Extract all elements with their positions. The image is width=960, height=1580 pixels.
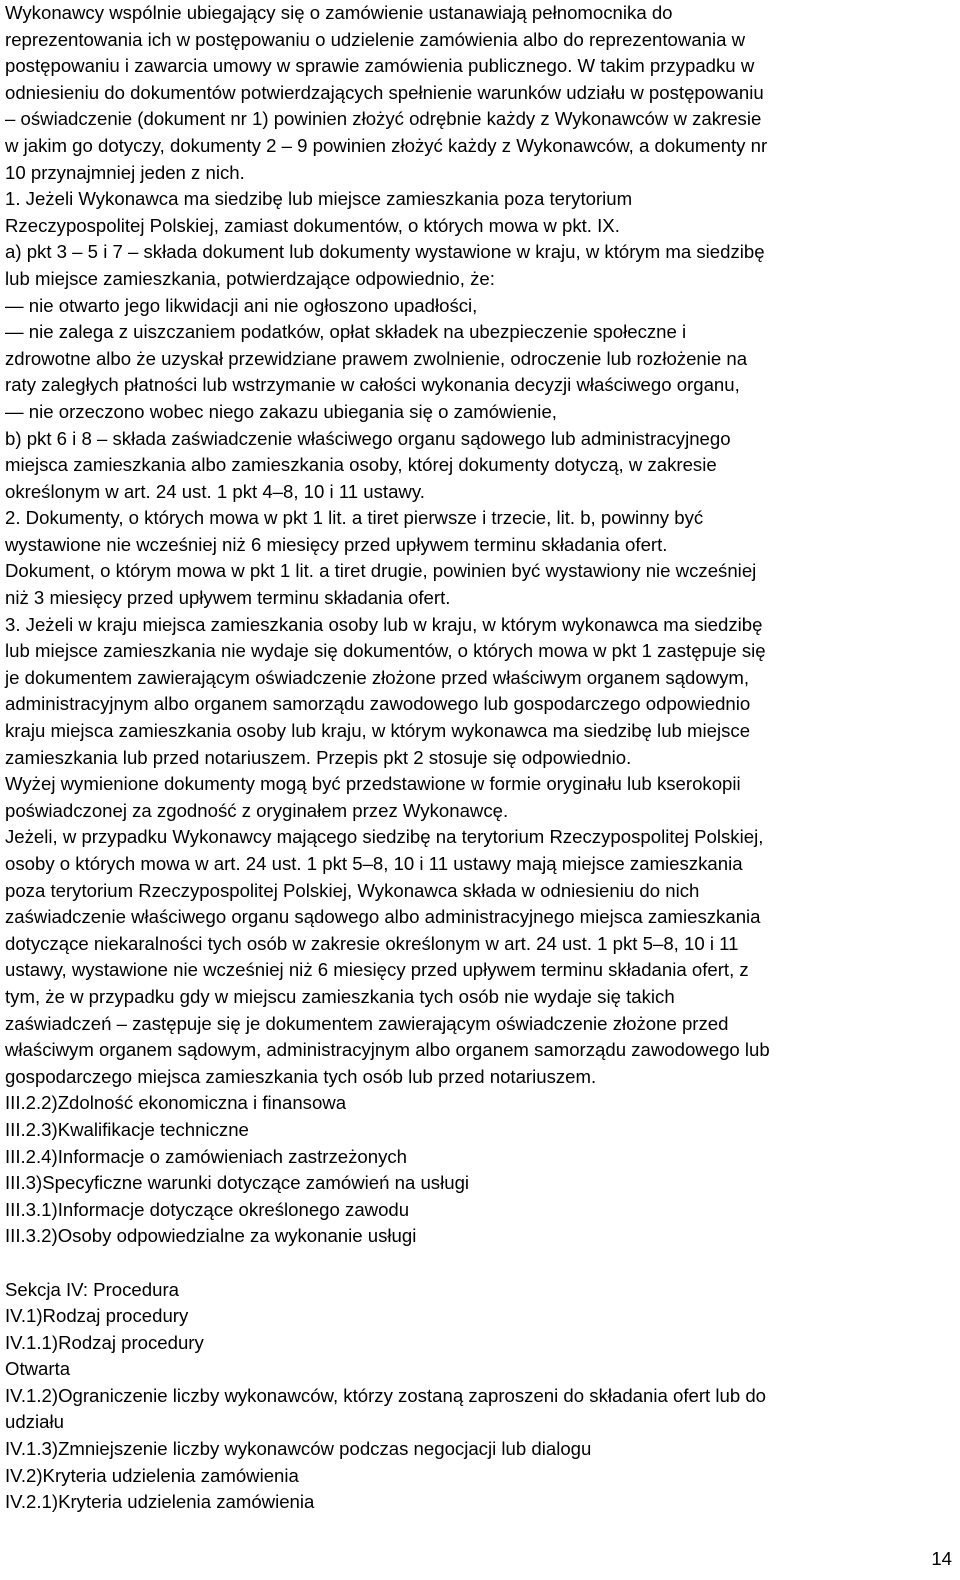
text-line: 10 przynajmniej jeden z nich. [5, 161, 245, 183]
section-heading: III.3.1)Informacje dotyczące określonego zawodu [5, 1198, 410, 1220]
text-line: zaświadczenie właściwego organu sądowego albo administracyjnego miejsca zamieszkania [5, 906, 761, 928]
text-line: raty zaległych płatności lub wstrzymanie w całości wykonania decyzji właściwego organu, [5, 374, 740, 396]
text-line: określonym w art. 24 ust. 1 pkt 4–8, 10 i 11 ustawy. [5, 480, 425, 502]
text-line: odniesieniu do dokumentów potwierdzających spełnienie warunków udziału w postępowaniu [5, 81, 764, 103]
text-line: właściwym organem sądowym, administracyjnym albo organem samorządu zawodowego lub [5, 1039, 770, 1061]
text-line: wystawione nie wcześniej niż 6 miesięcy przed upływem terminu składania ofert. [5, 533, 668, 555]
text-line: 2. Dokumenty, o których mowa w pkt 1 lit. a tiret pierwsze i trzecie, lit. b, powinny być [5, 507, 704, 529]
section-heading: IV.2)Kryteria udzielenia zamówienia [5, 1464, 299, 1486]
document-page [5, 0, 955, 1516]
text-line: w jakim go dotyczy, dokumenty 2 – 9 powinien złożyć każdy z Wykonawców, a dokumenty nr [5, 134, 768, 156]
text-line: miejsca zamieszkania albo zamieszkania osoby, której dokumenty dotyczą, w zakresie [5, 454, 717, 476]
section-title: Sekcja IV: Procedura [5, 1278, 179, 1300]
page-number: 14 [931, 1548, 952, 1569]
text-line: dotyczące niekaralności tych osób w zakresie określonym w art. 24 ust. 1 pkt 5–8, 10 i 11 [5, 932, 739, 954]
text-line: osoby o których mowa w art. 24 ust. 1 pkt 5–8, 10 i 11 ustawy mają miejsce zamieszkania [5, 853, 743, 874]
text-line: b) pkt 6 i 8 – składa zaświadczenie właściwego organu sądowego lub administracyjnego [5, 427, 731, 449]
section-heading: IV.1.3)Zmniejszenie liczby wykonawców podczas negocjacji lub dialogu [5, 1438, 592, 1460]
text-line: lub miejsce zamieszkania nie wydaje się dokumentów, o których mowa w pkt 1 zastępuje się [5, 640, 766, 662]
text-line: reprezentowania ich w postępowaniu o udzielenie zamówienia albo do reprezentowania w [5, 28, 746, 50]
text-line: zamieszkania lub przed notariuszem. Przepis pkt 2 stosuje się odpowiednio. [5, 746, 632, 768]
text-line: niż 3 miesięcy przed upływem terminu składania ofert. [5, 587, 451, 609]
text-line: lub miejsce zamieszkania, potwierdzające odpowiednio, że: [5, 267, 495, 289]
text-line: a) pkt 3 – 5 i 7 – składa dokument lub dokumenty wystawione w kraju, w którym ma siedzibę [5, 241, 765, 263]
section-heading-continued: udziału [5, 1411, 64, 1433]
section-heading: IV.1.2)Ograniczenie liczby wykonawców, którzy zostaną zaproszeni do składania ofert lub do [5, 1384, 767, 1406]
section-heading: III.2.3)Kwalifikacje techniczne [5, 1118, 249, 1140]
section-heading: IV.2.1)Kryteria udzielenia zamówienia [5, 1491, 315, 1513]
text-line: 3. Jeżeli w kraju miejsca zamieszkania osoby lub w kraju, w którym wykonawca ma siedzibę [5, 613, 763, 635]
text-line: 1. Jeżeli Wykonawca ma siedzibę lub miejsce zamieszkania poza terytorium [5, 188, 633, 210]
text-line: Dokument, o którym mowa w pkt 1 lit. a tiret drugie, powinien być wystawiony nie wcześniej [5, 560, 757, 582]
section-iv [5, 1277, 955, 1516]
text-line: ustawy, wystawione nie wcześniej niż 6 miesięcy przed upływem terminu składania ofert, z [5, 959, 749, 981]
text-line: administracyjnym albo organem samorządu zawodowego lub gospodarczego odpowiednio [5, 693, 751, 715]
text-line: Rzeczypospolitej Polskiej, zamiast dokumentów, o których mowa w pkt. IX. [5, 214, 620, 236]
body-text [5, 0, 955, 1250]
text-line: Wykonawcy wspólnie ubiegający się o zamówienie ustanawiają pełnomocnika do [5, 2, 673, 23]
text-line: — nie zalega z uiszczaniem podatków, opłat składek na ubezpieczenie społeczne i [5, 321, 687, 343]
section-heading: IV.1)Rodzaj procedury [5, 1305, 189, 1327]
blank-line [5, 1250, 955, 1277]
text-line: postępowaniu i zawarcia umowy w sprawie zamówienia publicznego. W takim przypadku w [5, 55, 755, 77]
text-line: Jeżeli, w przypadku Wykonawcy mającego siedzibę na terytorium Rzeczypospolitej Polskiej, [5, 826, 764, 848]
text-line: – oświadczenie (dokument nr 1) powinien złożyć odrębnie każdy z Wykonawców w zakresie [5, 108, 762, 130]
text-line: je dokumentem zawierającym oświadczenie złożone przed właściwym organem sądowym, [5, 666, 750, 688]
section-heading: III.2.2)Zdolność ekonomiczna i finansowa [5, 1092, 347, 1114]
text-line: poświadczonej za zgodność z oryginałem przez Wykonawcę. [5, 799, 509, 821]
text-line: zdrowotne albo że uzyskał przewidziane prawem zwolnienie, odroczenie lub rozłożenie na [5, 347, 748, 369]
section-heading: IV.1.1)Rodzaj procedury [5, 1331, 204, 1353]
text-line: — nie otwarto jego likwidacji ani nie ogłoszono upadłości, [5, 294, 478, 316]
text-line: kraju miejsca zamieszkania osoby lub kraju, w którym wykonawca ma siedzibę lub miejsce [5, 720, 751, 742]
section-heading: III.2.4)Informacje o zamówieniach zastrzeżonych [5, 1145, 408, 1167]
procedure-value: Otwarta [5, 1358, 71, 1380]
text-line: Wyżej wymienione dokumenty mogą być przedstawione w formie oryginału lub kserokopii [5, 773, 741, 795]
text-line: — nie orzeczono wobec niego zakazu ubiegania się o zamówienie, [5, 400, 557, 422]
text-line: zaświadczeń – zastępuje się je dokumentem zawierającym oświadczenie złożone przed [5, 1012, 729, 1034]
text-line: poza terytorium Rzeczypospolitej Polskiej, Wykonawca składa w odniesieniu do nich [5, 879, 700, 901]
section-heading: III.3.2)Osoby odpowiedzialne za wykonanie usługi [5, 1225, 417, 1247]
text-line: tym, że w przypadku gdy w miejscu zamieszkania tych osób nie wydaje się takich [5, 985, 675, 1007]
text-line: gospodarczego miejsca zamieszkania tych osób lub przed notariuszem. [5, 1065, 597, 1087]
section-heading: III.3)Specyficzne warunki dotyczące zamówień na usługi [5, 1172, 470, 1194]
